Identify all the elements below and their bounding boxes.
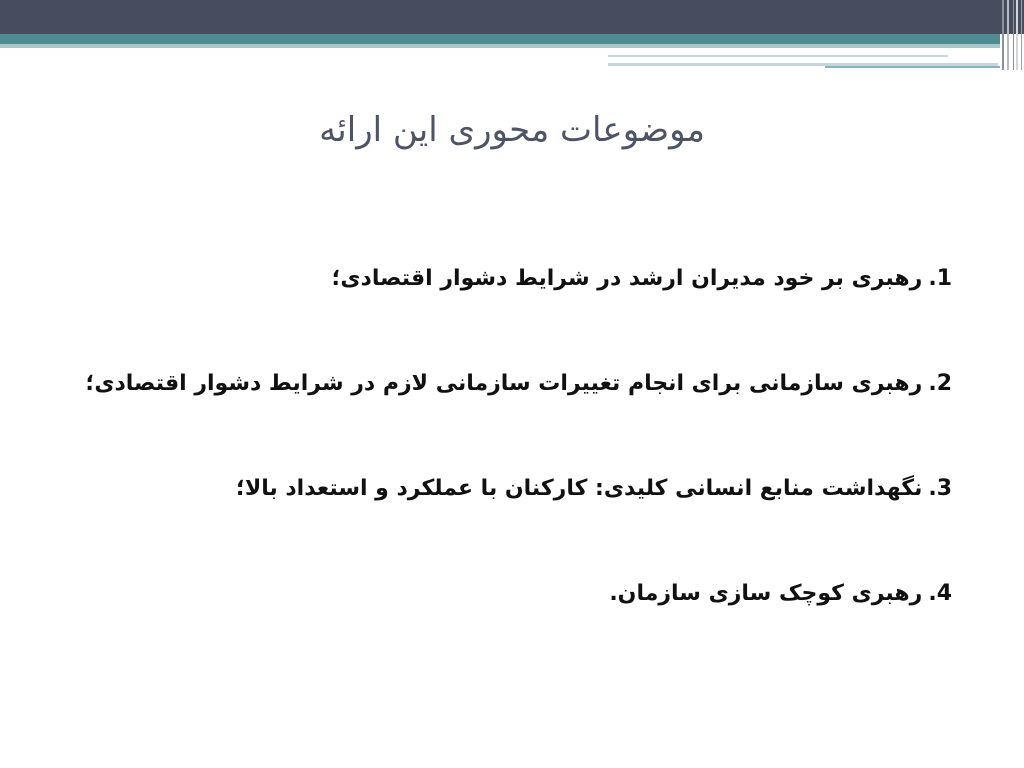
list-item [40, 353, 952, 458]
decorative-vertical-lines [1000, 0, 1024, 70]
vertical-line [1002, 0, 1004, 70]
item-text: رهبری بر خود مدیران ارشد در شرایط دشوار اقتصادی؛ [331, 266, 923, 291]
header-teal-light-band [0, 44, 1000, 48]
item-text: نگهداشت منابع انسانی کلیدی: کارکنان با عملکرد و استعداد بالا؛ [236, 476, 923, 501]
list-item [40, 458, 952, 563]
item-number: 4. [928, 581, 952, 606]
slide-title: موضوعات محوری این ارائه [319, 110, 705, 150]
decorative-rule [608, 55, 948, 57]
vertical-line [1013, 0, 1014, 70]
list-item [40, 563, 952, 668]
item-number: 3. [928, 476, 952, 501]
vertical-line [1016, 0, 1018, 70]
header-dark-band [0, 0, 1024, 34]
item-number: 1. [928, 266, 952, 291]
list-item [40, 248, 952, 353]
vertical-line [1007, 0, 1009, 70]
item-text: رهبری کوچک سازی سازمان. [609, 581, 923, 606]
item-number: 2. [928, 371, 952, 396]
topics-list [40, 248, 952, 668]
decorative-rule [825, 66, 1000, 68]
header-teal-band [0, 34, 1000, 44]
vertical-line [1021, 0, 1022, 70]
item-text: رهبری سازمانی برای انجام تغییرات سازمانی لازم در شرایط دشوار اقتصادی؛ [85, 371, 923, 396]
